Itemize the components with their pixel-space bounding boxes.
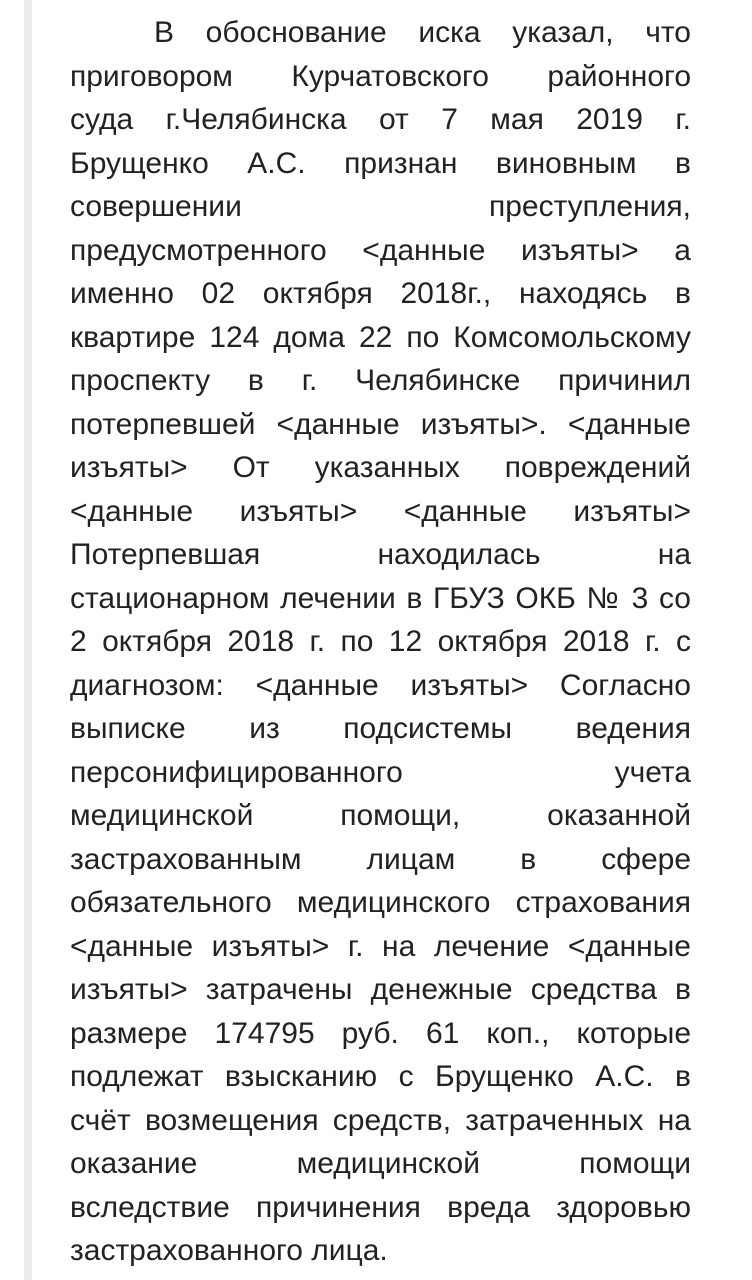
text-line: изъяты> затрачены денежные средства в — [70, 973, 691, 1006]
text-line: проспекту в г. Челябинске причинил — [70, 364, 691, 397]
text-line: <данные изъяты> г. на лечение <данные — [70, 929, 691, 963]
text-line: застрахованного лица. — [70, 1234, 388, 1267]
text-line: суда г.Челябинска от 7 мая 2019 г. — [70, 103, 691, 136]
text-line: оказание медицинской помощи — [70, 1147, 691, 1180]
text-line: квартире 124 дома 22 по Комсомольскому — [70, 320, 691, 354]
text-line: совершении преступления, — [70, 190, 691, 223]
text-line: приговором Курчатовского районного — [70, 59, 691, 93]
text-line: потерпевшей <данные изъяты>. <данные — [70, 407, 691, 441]
text-line: Потерпевшая находилась на — [70, 538, 691, 571]
text-line: медицинской помощи, оказанной — [70, 799, 691, 832]
text-line: именно 02 октября 2018г., находясь в — [70, 277, 691, 310]
text-line: подлежат взысканию с Брущенко А.С. в — [70, 1060, 691, 1093]
text-line: вследствие причинения вреда здоровью — [70, 1190, 691, 1224]
document-paragraph — [70, 11, 691, 1273]
text-line: 2 октября 2018 г. по 12 октября 2018 г. с — [70, 625, 691, 658]
text-line: <данные изъяты> <данные изъяты> — [70, 494, 691, 528]
text-line: предусмотренного <данные изъяты> а — [70, 233, 691, 267]
text-line: В обоснование иска указал, что — [154, 16, 691, 49]
text-line: диагнозом: <данные изъяты> Согласно — [70, 668, 691, 702]
text-line: размере 174795 руб. 61 коп., которые — [70, 1016, 691, 1050]
left-margin-bar — [24, 0, 32, 1280]
text-line: персонифицированного учета — [70, 755, 691, 789]
text-line: счёт возмещения средств, затраченных на — [70, 1103, 691, 1137]
text-line: выписке из подсистемы ведения — [70, 712, 691, 745]
text-line: застрахованным лицам в сфере — [70, 842, 691, 876]
text-line: стационарном лечении в ГБУЗ ОКБ № 3 со — [70, 581, 691, 615]
text-line: изъяты> От указанных повреждений — [70, 451, 691, 484]
text-line: обязательного медицинского страхования — [70, 886, 691, 919]
text-line: Брущенко А.С. признан виновным в — [70, 146, 691, 180]
